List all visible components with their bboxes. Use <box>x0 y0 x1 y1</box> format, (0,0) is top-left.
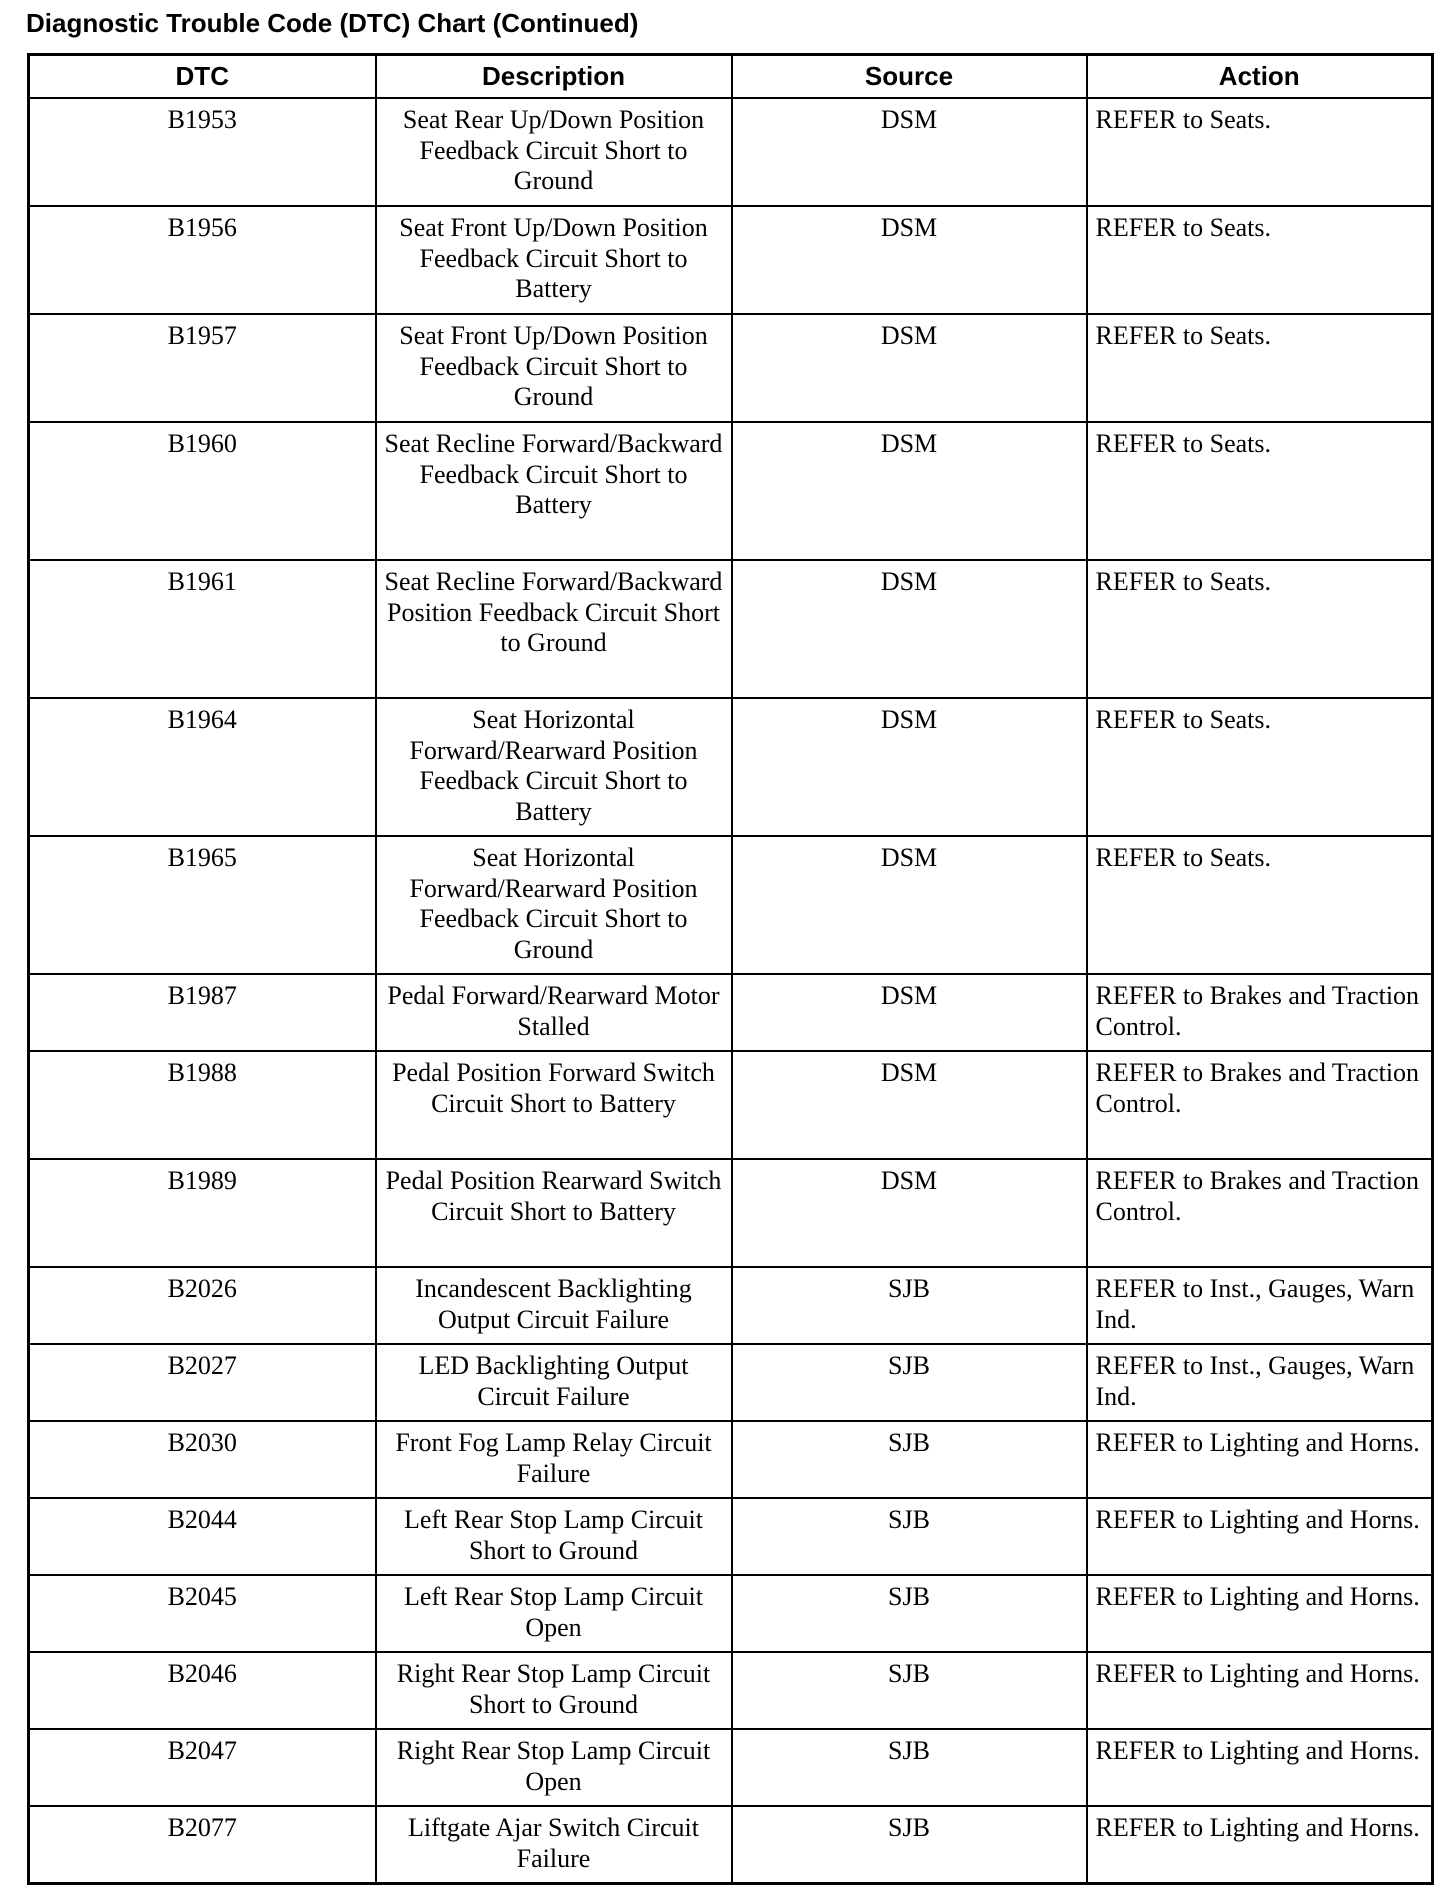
table-row <box>29 314 1433 422</box>
dtc-description: Left Rear Stop Lamp Circuit Open <box>376 1575 732 1652</box>
dtc-code: B1964 <box>29 698 376 836</box>
table-row <box>29 1806 1433 1884</box>
dtc-description: Seat Recline Forward/Backward Feedback Circuit Short to Battery <box>376 422 732 560</box>
dtc-description: Seat Front Up/Down Position Feedback Circuit Short to Ground <box>376 314 732 422</box>
dtc-action: REFER to Inst., Gauges, Warn Ind. <box>1087 1267 1433 1344</box>
dtc-code: B2027 <box>29 1344 376 1421</box>
dtc-action: REFER to Inst., Gauges, Warn Ind. <box>1087 1344 1433 1421</box>
dtc-action: REFER to Seats. <box>1087 206 1433 314</box>
table-row <box>29 206 1433 314</box>
table-row <box>29 560 1433 698</box>
dtc-code: B1965 <box>29 836 376 974</box>
column-header-action: Action <box>1087 55 1433 99</box>
table-row <box>29 1498 1433 1575</box>
dtc-action: REFER to Lighting and Horns. <box>1087 1498 1433 1575</box>
dtc-action: REFER to Lighting and Horns. <box>1087 1421 1433 1498</box>
table-header-row <box>29 55 1433 99</box>
page-title: Diagnostic Trouble Code (DTC) Chart (Continued) <box>26 8 639 38</box>
table-row <box>29 1729 1433 1806</box>
dtc-action: REFER to Seats. <box>1087 98 1433 206</box>
table-row <box>29 1421 1433 1498</box>
dtc-action: REFER to Lighting and Horns. <box>1087 1652 1433 1729</box>
dtc-code: B2030 <box>29 1421 376 1498</box>
dtc-code: B2044 <box>29 1498 376 1575</box>
dtc-source: SJB <box>732 1421 1087 1498</box>
dtc-description: Seat Horizontal Forward/Rearward Position Feedback Circuit Short to Battery <box>376 698 732 836</box>
dtc-source: DSM <box>732 560 1087 698</box>
dtc-action: REFER to Seats. <box>1087 698 1433 836</box>
dtc-description: Right Rear Stop Lamp Circuit Short to Ground <box>376 1652 732 1729</box>
dtc-description: Pedal Position Forward Switch Circuit Short to Battery <box>376 1051 732 1159</box>
dtc-code: B1989 <box>29 1159 376 1267</box>
dtc-action: REFER to Lighting and Horns. <box>1087 1575 1433 1652</box>
dtc-description: Left Rear Stop Lamp Circuit Short to Ground <box>376 1498 732 1575</box>
dtc-action: REFER to Seats. <box>1087 422 1433 560</box>
dtc-code: B2045 <box>29 1575 376 1652</box>
table-row <box>29 98 1433 206</box>
dtc-code: B2077 <box>29 1806 376 1884</box>
dtc-description: Incandescent Backlighting Output Circuit Failure <box>376 1267 732 1344</box>
dtc-action: REFER to Seats. <box>1087 314 1433 422</box>
dtc-source: DSM <box>732 1051 1087 1159</box>
dtc-code: B1957 <box>29 314 376 422</box>
dtc-source: DSM <box>732 206 1087 314</box>
dtc-action: REFER to Seats. <box>1087 560 1433 698</box>
dtc-source: SJB <box>732 1344 1087 1421</box>
dtc-source: SJB <box>732 1267 1087 1344</box>
dtc-source: DSM <box>732 314 1087 422</box>
table-row <box>29 1575 1433 1652</box>
dtc-source: DSM <box>732 974 1087 1051</box>
dtc-description: Right Rear Stop Lamp Circuit Open <box>376 1729 732 1806</box>
dtc-code: B1988 <box>29 1051 376 1159</box>
dtc-description: Seat Front Up/Down Position Feedback Circuit Short to Battery <box>376 206 732 314</box>
column-header-description: Description <box>376 55 732 99</box>
dtc-code: B2046 <box>29 1652 376 1729</box>
dtc-description: Liftgate Ajar Switch Circuit Failure <box>376 1806 732 1884</box>
dtc-source: SJB <box>732 1729 1087 1806</box>
table-row <box>29 1159 1433 1267</box>
dtc-source: DSM <box>732 98 1087 206</box>
dtc-description: Pedal Forward/Rearward Motor Stalled <box>376 974 732 1051</box>
dtc-source: SJB <box>732 1806 1087 1884</box>
dtc-code: B1956 <box>29 206 376 314</box>
dtc-description: Seat Horizontal Forward/Rearward Position Feedback Circuit Short to Ground <box>376 836 732 974</box>
table-row <box>29 1344 1433 1421</box>
table-row <box>29 836 1433 974</box>
column-header-source: Source <box>732 55 1087 99</box>
dtc-source: DSM <box>732 698 1087 836</box>
table-row <box>29 698 1433 836</box>
table-row <box>29 1652 1433 1729</box>
dtc-table <box>27 53 1434 1885</box>
dtc-action: REFER to Brakes and Traction Control. <box>1087 1051 1433 1159</box>
dtc-action: REFER to Lighting and Horns. <box>1087 1729 1433 1806</box>
dtc-action: REFER to Seats. <box>1087 836 1433 974</box>
dtc-description: Seat Recline Forward/Backward Position Feedback Circuit Short to Ground <box>376 560 732 698</box>
dtc-description: LED Backlighting Output Circuit Failure <box>376 1344 732 1421</box>
dtc-code: B1960 <box>29 422 376 560</box>
dtc-description: Pedal Position Rearward Switch Circuit Short to Battery <box>376 1159 732 1267</box>
dtc-source: SJB <box>732 1498 1087 1575</box>
dtc-code: B1953 <box>29 98 376 206</box>
dtc-code: B1987 <box>29 974 376 1051</box>
dtc-description: Front Fog Lamp Relay Circuit Failure <box>376 1421 732 1498</box>
dtc-source: SJB <box>732 1575 1087 1652</box>
dtc-action: REFER to Lighting and Horns. <box>1087 1806 1433 1884</box>
dtc-code: B2047 <box>29 1729 376 1806</box>
column-header-dtc: DTC <box>29 55 376 99</box>
dtc-code: B1961 <box>29 560 376 698</box>
dtc-action: REFER to Brakes and Traction Control. <box>1087 1159 1433 1267</box>
dtc-code: B2026 <box>29 1267 376 1344</box>
dtc-description: Seat Rear Up/Down Position Feedback Circuit Short to Ground <box>376 98 732 206</box>
dtc-source: SJB <box>732 1652 1087 1729</box>
table-row <box>29 974 1433 1051</box>
dtc-action: REFER to Brakes and Traction Control. <box>1087 974 1433 1051</box>
dtc-source: DSM <box>732 836 1087 974</box>
dtc-source: DSM <box>732 1159 1087 1267</box>
dtc-source: DSM <box>732 422 1087 560</box>
table-row <box>29 1051 1433 1159</box>
table-row <box>29 422 1433 560</box>
table-row <box>29 1267 1433 1344</box>
